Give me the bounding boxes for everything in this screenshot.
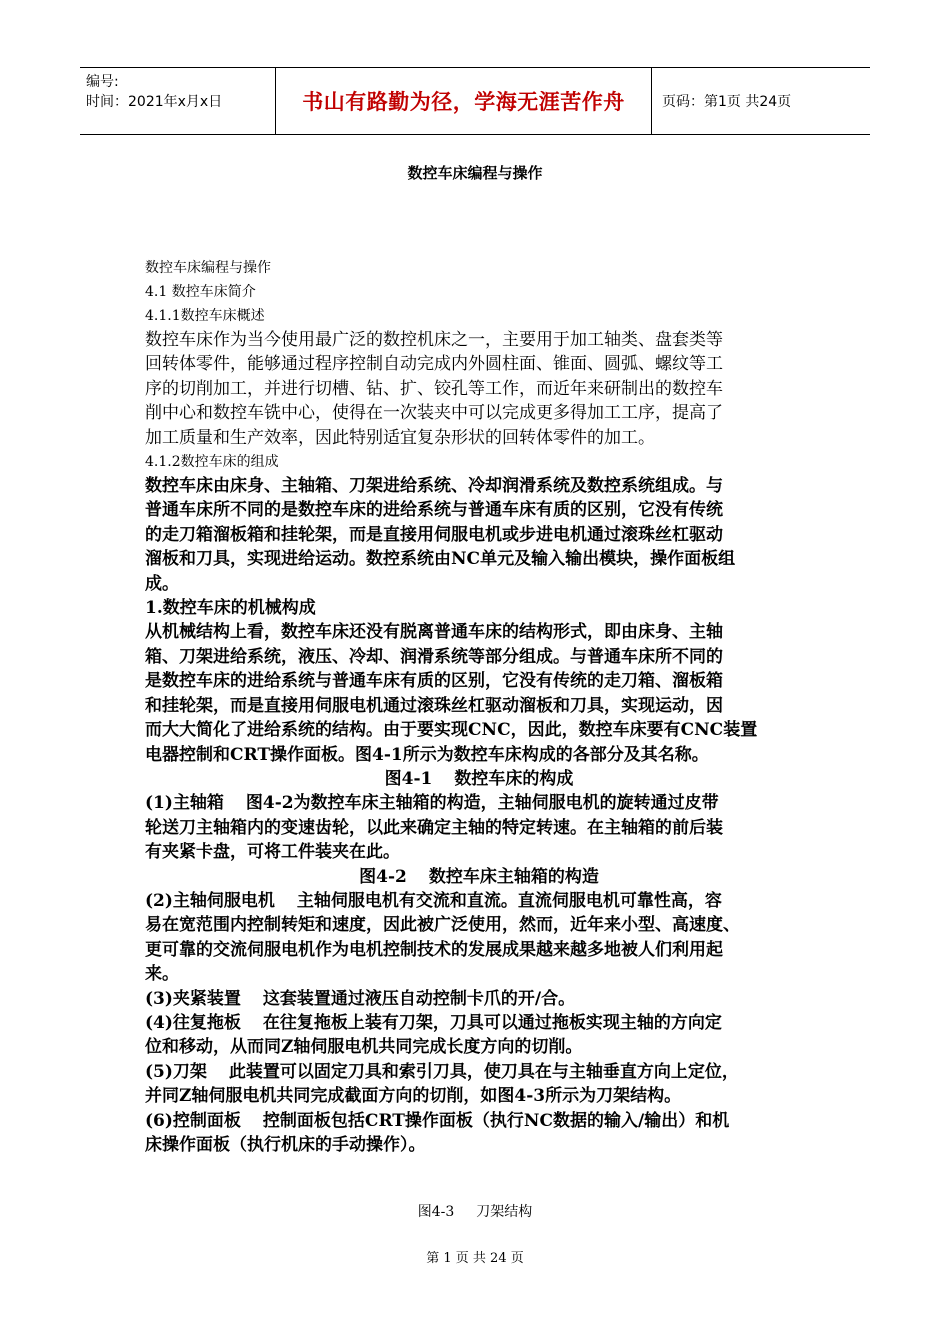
text-line: 的走刀箱溜板箱和挂轮架，而是直接用伺服电机或步进电机通过滚珠丝杠驱动: [145, 524, 723, 545]
figure-4-2-caption: [145, 865, 813, 889]
figure-label: 图4-1: [384, 768, 433, 789]
text-line: 序的切削加工，并进行切槽、钻、扩、铰孔等工作，而近年来研制出的数控车: [145, 378, 723, 399]
text-line: 来。: [145, 964, 179, 985]
text-line: 箱、刀架进给系统，液压、冷却、润滑系统等部分组成。与普通车床所不同的: [145, 646, 723, 667]
item-tool-holder: [145, 1060, 813, 1109]
text-line: 削中心和数控车铣中心，使得在一次装夹中可以完成更多得加工工序，提高了: [145, 403, 723, 424]
text-line: 是数控车床的进给系统与普通车床有质的区别，它没有传统的走刀箱、溜板箱: [145, 671, 723, 692]
figure-4-1-caption: [145, 767, 813, 791]
item-clamping: [145, 987, 813, 1011]
heading-main: 数控车床编程与操作: [145, 260, 271, 276]
text-line: 成。: [145, 573, 179, 594]
text-line: 并同Z轴伺服电机共同完成截面方向的切削，如图4-3所示为刀架结构。: [145, 1086, 682, 1107]
paragraph-mechanical: [145, 620, 813, 766]
text-line: 有夹紧卡盘，可将工件装夹在此。: [145, 842, 400, 863]
text-line: 回转体零件，能够通过程序控制自动完成内外圆柱面、锥面、圆弧、螺纹等工: [145, 354, 723, 375]
text-line: 溜板和刀具，实现进给运动。数控系统由NC单元及输入输出模块，操作面板组: [145, 549, 736, 570]
item-title: (6)控制面板: [145, 1110, 241, 1131]
text-line: 数控车床由床身、主轴箱、刀架进给系统、冷却润滑系统及数控系统组成。与: [145, 476, 723, 497]
text-line: 主轴伺服电机有交流和直流。直流伺服电机可靠性高，容: [296, 890, 722, 911]
page-footer: 第 1 页 共 24 页: [426, 1251, 524, 1266]
header-motto-cell: [276, 68, 652, 134]
figure-label: 图4-2: [359, 866, 407, 887]
item-carriage: [145, 1011, 813, 1060]
text-line: 此装置可以固定刀具和索引刀具，使刀具在与主轴垂直方向上定位，: [228, 1061, 739, 1082]
item-title: (4)往复拖板: [145, 1012, 241, 1033]
text-line: 更可靠的交流伺服电机作为电机控制技术的发展成果越来越多地被人们利用起: [145, 939, 723, 960]
header-meta-cell: [80, 68, 276, 134]
text-line: 从机械结构上看，数控车床还没有脱离普通车床的结构形式，即由床身、主轴: [145, 622, 723, 643]
heading-4-1: 4.1 数控车床简介: [145, 284, 256, 300]
item-control-panel: [145, 1109, 813, 1158]
item-spindle-servo: [145, 889, 813, 987]
text-line: 这套装置通过液压自动控制卡爪的开/合。: [262, 988, 576, 1009]
text-line: 图4-2为数控车床主轴箱的构造，主轴伺服电机的旋转通过皮带: [245, 793, 719, 814]
heading-4-1-2: 4.1.2数控车床的组成: [145, 454, 279, 471]
header-page-cell: [652, 68, 870, 134]
text-line: 控制面板包括CRT操作面板（执行NC数据的输入/输出）和机: [262, 1110, 730, 1131]
item-title: (3)夹紧装置: [145, 988, 241, 1009]
motto-text: 书山有路勤为径，学海无涯苦作舟: [302, 89, 625, 114]
figure-4-3-caption: [0, 1201, 950, 1221]
figure-caption: 数控车床的构成: [454, 768, 574, 789]
time-label: 时间：2021年x月x日: [86, 94, 223, 110]
text-line: 和挂轮架，而是直接用伺服电机通过滚珠丝杠驱动溜板和刀具，实现运动，因: [145, 695, 723, 716]
figure-caption: 数控车床主轴箱的构造: [428, 866, 599, 887]
paragraph-overview: [145, 328, 813, 450]
paragraph-composition: [145, 474, 813, 596]
figure-label: 图4-3: [417, 1204, 455, 1220]
text-line: 而大大简化了进给系统的结构。由于要实现CNC，因此，数控车床要有CNC装置: [145, 720, 758, 741]
figure-caption: 刀架结构: [476, 1204, 533, 1220]
page-info: 页码：第1页 共24页: [662, 94, 792, 110]
number-label: 编号:: [86, 74, 119, 90]
text-line: 电器控制和CRT操作面板。图4-1所示为数控车床构成的各部分及其名称。: [145, 744, 709, 765]
item-title: (1)主轴箱: [145, 793, 224, 814]
heading-4-1-1: 4.1.1数控车床概述: [145, 308, 265, 324]
text-line: 床操作面板（执行机床的手动操作）。: [145, 1135, 426, 1155]
text-line: 在往复拖板上装有刀架，刀具可以通过拖板实现主轴的方向定: [262, 1012, 722, 1033]
text-line: 位和移动，从而同Z轴伺服电机共同完成长度方向的切削。: [145, 1037, 583, 1058]
document-title: 数控车床编程与操作: [407, 164, 543, 182]
text-line: 易在宽范围内控制转矩和速度，因此被广泛使用，然而，近年来小型、高速度、: [145, 915, 740, 936]
text-line: 普通车床所不同的是数控车床的进给系统与普通车床有质的区别，它没有传统: [145, 500, 723, 521]
item-title: (5)刀架: [145, 1061, 207, 1082]
text-line: 加工质量和生产效率，因此特别适宜复杂形状的回转体零件的加工。: [145, 427, 655, 448]
header-table: [80, 67, 870, 135]
document-body: [145, 256, 813, 1157]
text-line: 轮送刀主轴箱内的变速齿轮，以此来确定主轴的特定转速。在主轴箱的前后装: [145, 817, 723, 838]
item-spindle-box: [145, 791, 813, 864]
text-line: 数控车床作为当今使用最广泛的数控机床之一，主要用于加工轴类、盘套类等: [145, 330, 723, 350]
item-title: (2)主轴伺服电机: [145, 890, 275, 911]
heading-mechanical: 1.数控车床的机械构成: [145, 598, 316, 619]
